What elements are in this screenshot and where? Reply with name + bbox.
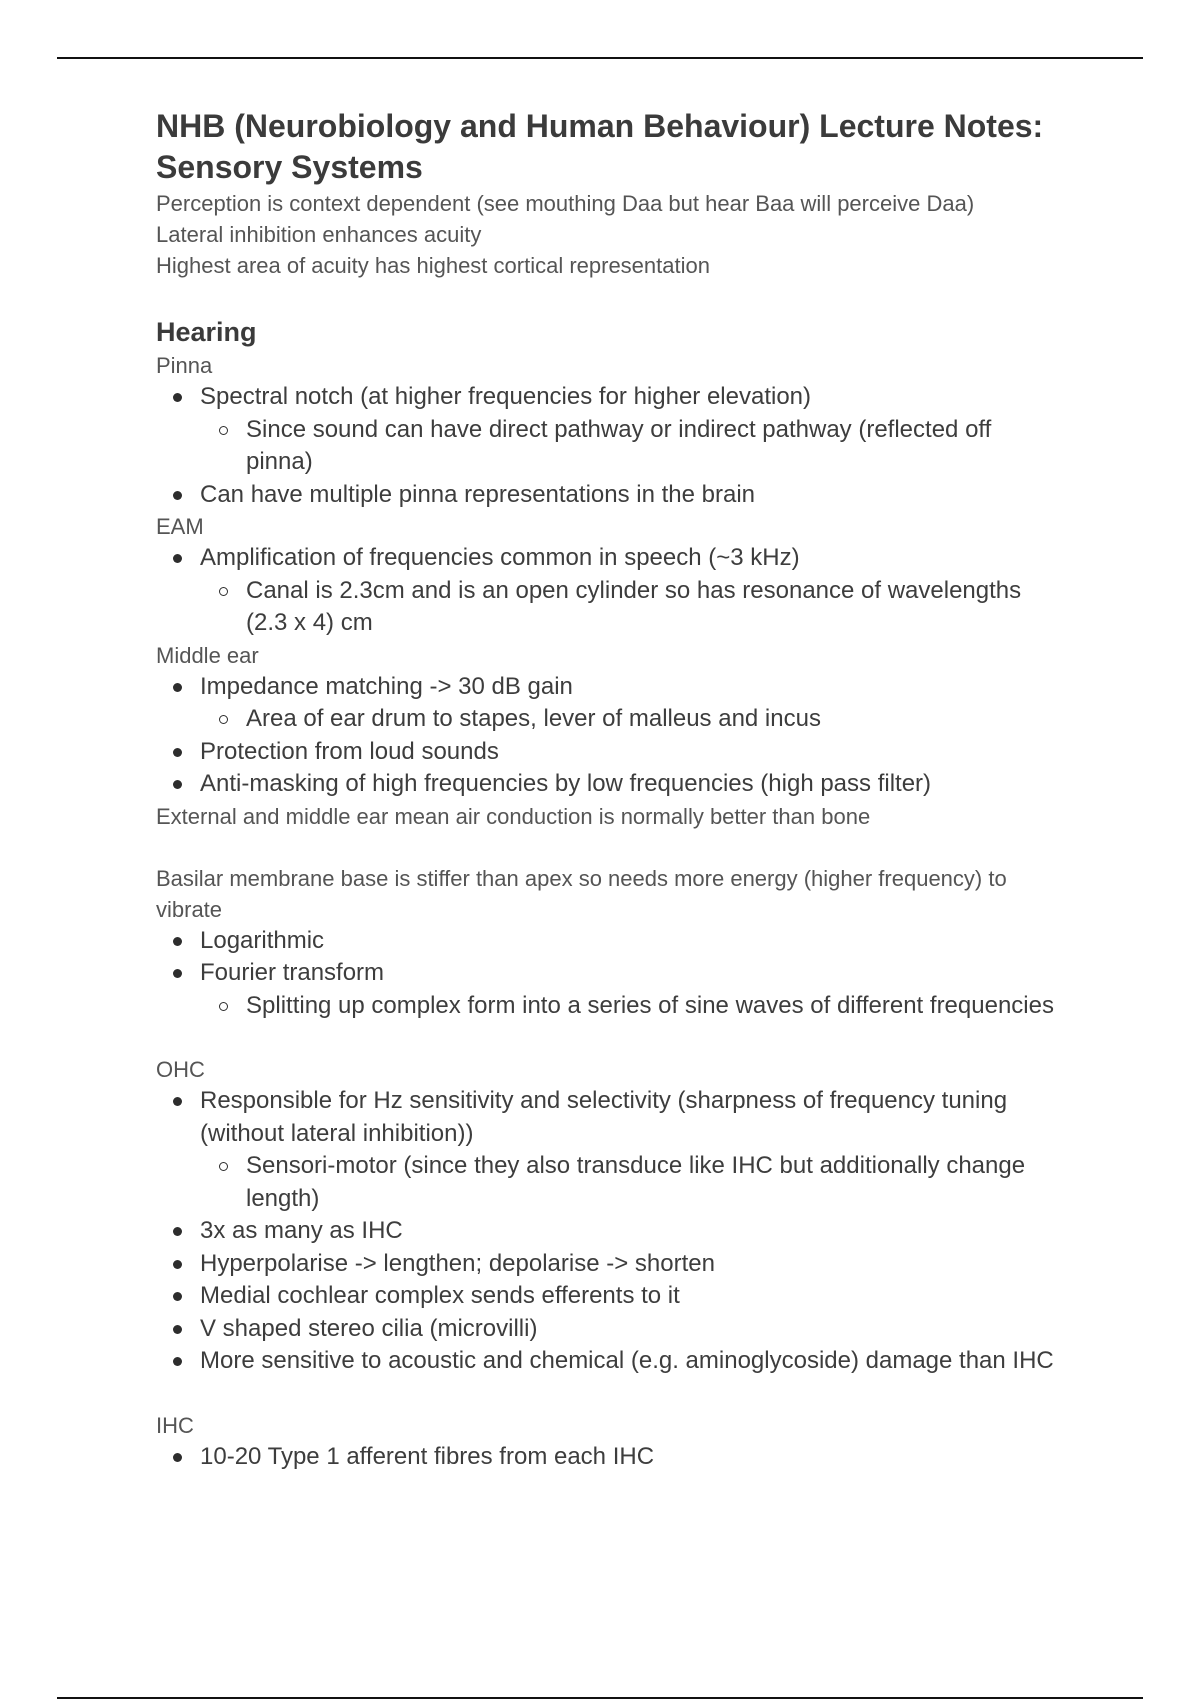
- list-item: Fourier transform: [156, 957, 1056, 990]
- middle-ear-label: Middle ear: [156, 642, 259, 668]
- list-item: Anti-masking of high frequencies by low frequencies (high pass filter): [156, 768, 1056, 801]
- list-item: Hyperpolarise -> lengthen; depolarise -> shorten: [156, 1248, 1056, 1281]
- list-subitem: Area of ear drum to stapes, lever of malleus and incus: [156, 703, 1056, 736]
- list-item: V shaped stereo cilia (microvilli): [156, 1313, 1056, 1346]
- conduction-note: External and middle ear mean air conduction is normally better than bone: [156, 803, 871, 829]
- list-item: Medial cochlear complex sends efferents to it: [156, 1280, 1056, 1313]
- top-rule: [57, 57, 1143, 59]
- list-item: Protection from loud sounds: [156, 736, 1056, 769]
- list-item: Amplification of frequencies common in speech (~3 kHz): [156, 542, 1056, 575]
- ohc-list: [156, 1085, 1056, 1378]
- ihc-list: [156, 1441, 1056, 1474]
- list-item: 10-20 Type 1 afferent fibres from each IHC: [156, 1441, 1056, 1474]
- section-heading-hearing: Hearing: [156, 317, 257, 347]
- list-item: Can have multiple pinna representations in the brain: [156, 479, 1056, 512]
- intro-line-3: Highest area of acuity has highest cortical representation: [156, 253, 710, 278]
- eam-label: EAM: [156, 514, 204, 539]
- basilar-label: Basilar membrane base is stiffer than apex so needs more energy (higher frequency) to vibrate: [156, 865, 1007, 922]
- list-item: Logarithmic: [156, 925, 1056, 958]
- bottom-rule: [57, 1697, 1143, 1699]
- ohc-label: OHC: [156, 1057, 205, 1082]
- list-item: 3x as many as IHC: [156, 1215, 1056, 1248]
- ihc-label: IHC: [156, 1412, 194, 1438]
- list-item: Responsible for Hz sensitivity and selectivity (sharpness of frequency tuning (without lateral inhibition)): [156, 1085, 1056, 1150]
- list-item: More sensitive to acoustic and chemical (e.g. aminoglycoside) damage than IHC: [156, 1345, 1056, 1378]
- list-subitem: Sensori-motor (since they also transduce like IHC but additionally change length): [156, 1150, 1056, 1215]
- document-body: [156, 106, 1056, 1473]
- intro-line-1: Perception is context dependent (see mouthing Daa but hear Baa will perceive Daa): [156, 191, 975, 216]
- pinna-list: [156, 381, 1056, 511]
- middle-ear-list: [156, 671, 1056, 801]
- basilar-list: [156, 925, 1056, 1023]
- page-title: NHB (Neurobiology and Human Behaviour) Lecture Notes: Sensory Systems: [156, 108, 1044, 185]
- list-subitem: Canal is 2.3cm and is an open cylinder so has resonance of wavelengths (2.3 x 4) cm: [156, 575, 1056, 640]
- list-subitem: Splitting up complex form into a series of sine waves of different frequencies: [156, 990, 1056, 1023]
- list-item: Impedance matching -> 30 dB gain: [156, 671, 1056, 704]
- list-subitem: Since sound can have direct pathway or indirect pathway (reflected off pinna): [156, 414, 1056, 479]
- list-item: Spectral notch (at higher frequencies for higher elevation): [156, 381, 1056, 414]
- eam-list: [156, 542, 1056, 640]
- pinna-label: Pinna: [156, 353, 213, 378]
- intro-line-2: Lateral inhibition enhances acuity: [156, 222, 482, 247]
